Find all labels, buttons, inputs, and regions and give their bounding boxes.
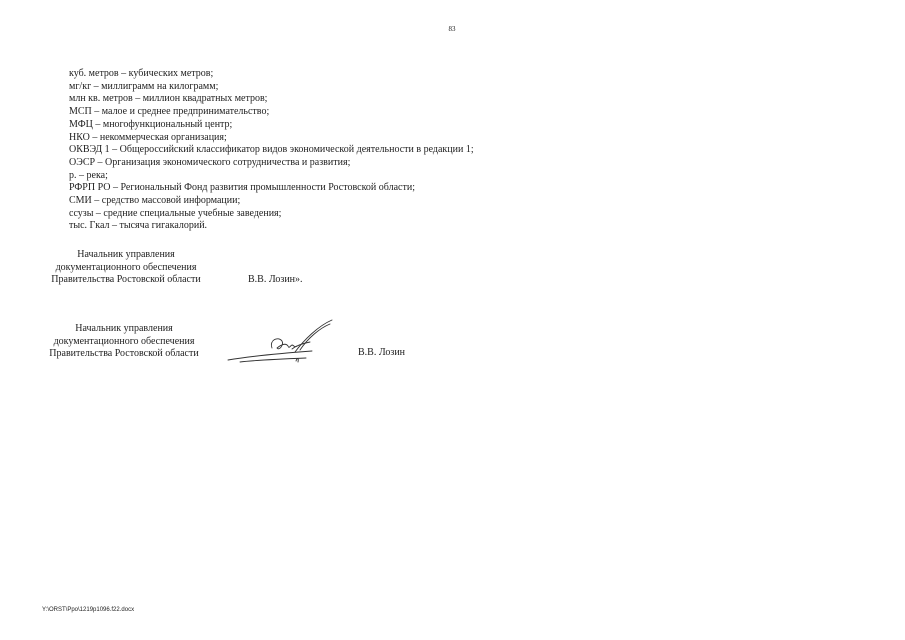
signature-block-title [40, 323, 208, 361]
abbreviation-item: НКО – некоммерческая организация; [69, 131, 227, 143]
footer-file-path: Y:\ORST\Ppo\1219p1096.f22.docx [42, 607, 135, 613]
abbreviation-item: РФРП РО – Региональный Фонд развития промышленности Ростовской области; [69, 182, 415, 194]
page-number: 83 [448, 25, 456, 33]
abbreviation-item: куб. метров – кубических метров; [69, 68, 214, 79]
abbreviation-item: р. – река; [69, 169, 108, 181]
abbreviation-item: тыс. Гкал – тысяча гигакалорий. [69, 220, 208, 232]
signature-title-line: документационного обеспечения [53, 335, 195, 347]
signatory-name: В.В. Лозин [358, 347, 406, 358]
abbreviation-list [69, 68, 474, 233]
signature-title-line: Правительства Ростовской области [51, 274, 201, 285]
abbreviation-item: МСП – малое и среднее предпринимательство; [69, 106, 270, 118]
signature-title-line: Начальник управления [77, 249, 175, 260]
abbreviation-item: СМИ – средство массовой информации; [69, 195, 241, 207]
abbreviation-item: ОКВЭД 1 – Общероссийский классификатор видов экономической деятельности в редакции 1; [69, 144, 474, 156]
abbreviation-item: мг/кг – миллиграмм на килограмм; [69, 80, 219, 92]
signature-title-line: документационного обеспечения [55, 261, 197, 273]
signature-title-line: Начальник управления [75, 323, 173, 334]
abbreviation-item: млн кв. метров – миллион квадратных метров; [69, 93, 268, 105]
abbreviation-item: МФЦ – многофункциональный центр; [69, 118, 233, 130]
handwritten-signature [226, 318, 338, 366]
signature-block-title [40, 249, 212, 287]
signatory-name: В.В. Лозин». [248, 274, 303, 285]
abbreviation-item: ОЭСР – Организация экономического сотрудничества и развития; [69, 156, 351, 168]
abbreviation-item: ссузы – средние специальные учебные заведения; [69, 207, 282, 219]
signature-title-line: Правительства Ростовской области [49, 348, 199, 359]
